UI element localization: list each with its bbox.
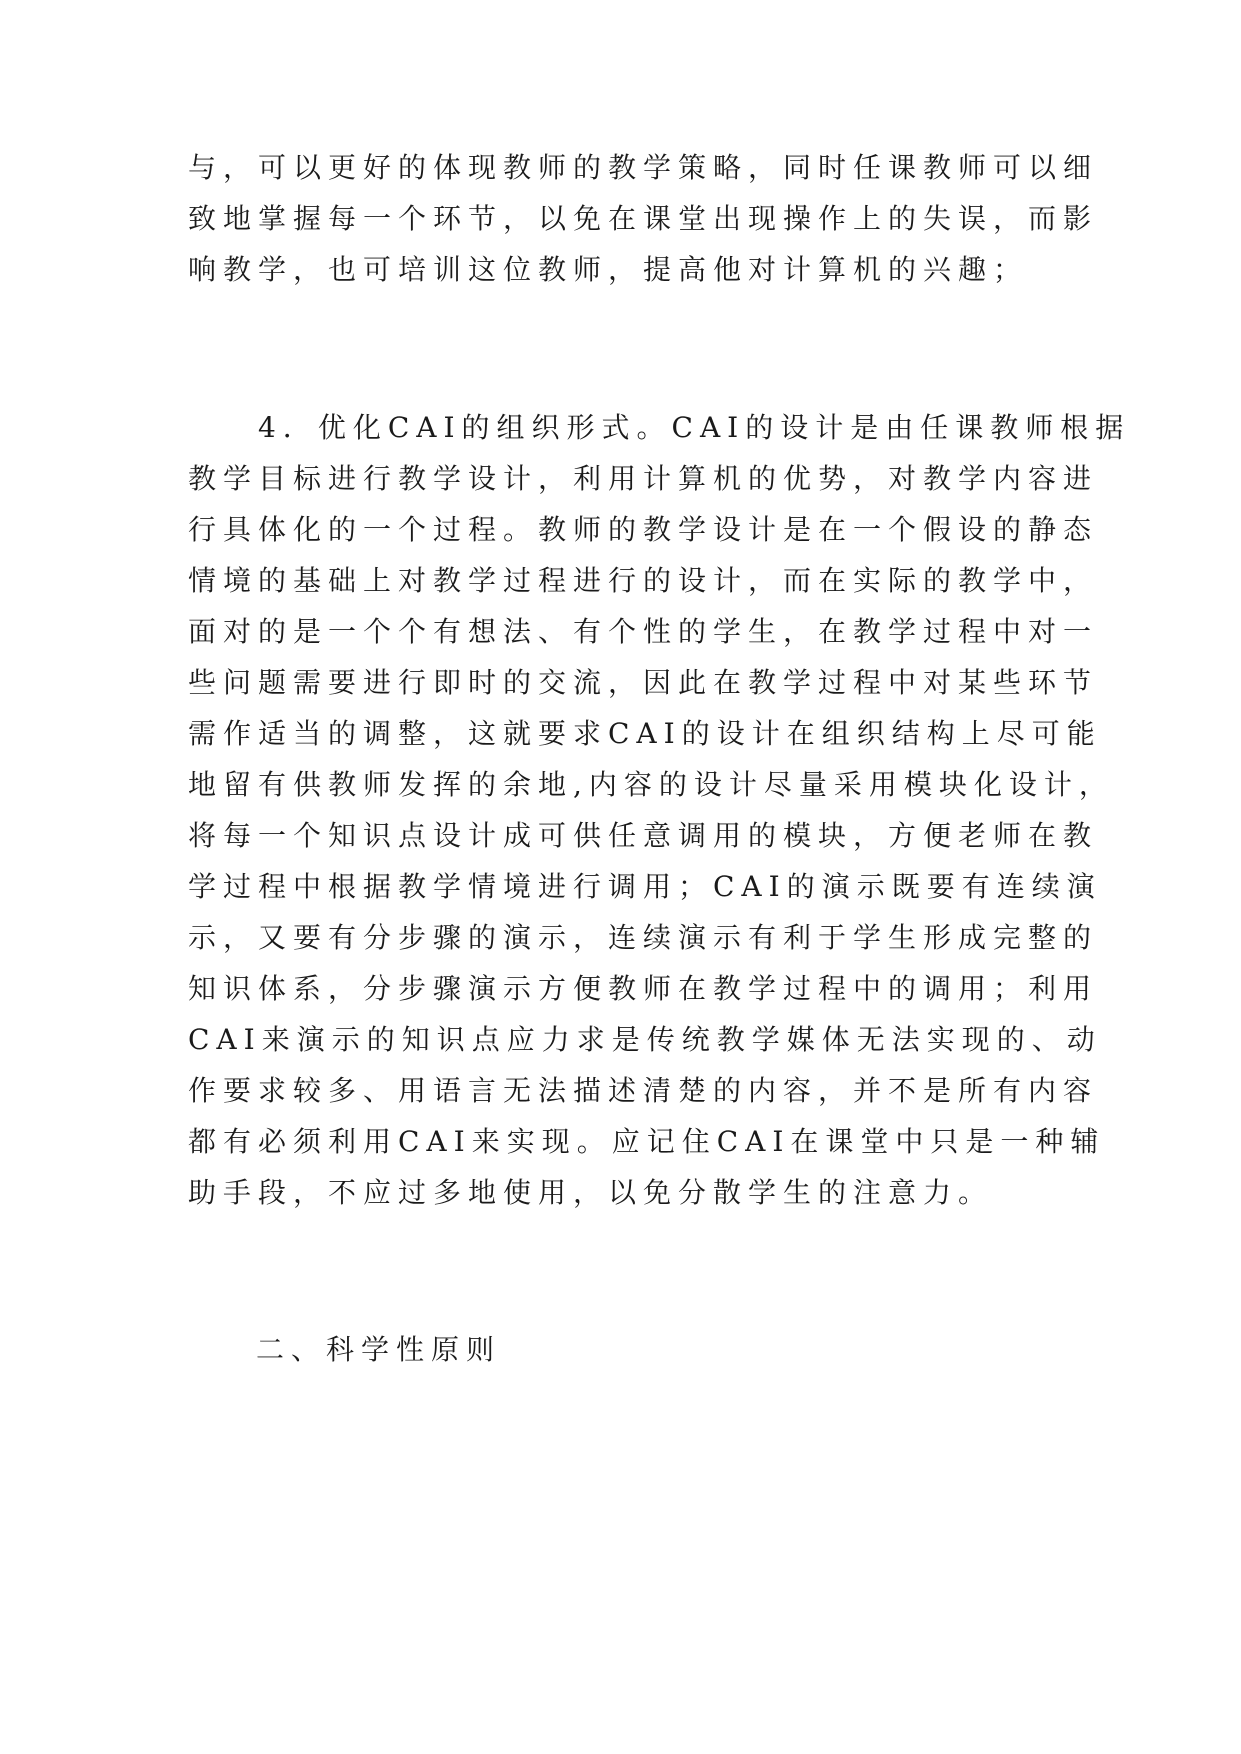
text-line: 示，又要有分步骤的演示，连续演示有利于学生形成完整的: [188, 921, 1099, 954]
text-line: 助手段，不应过多地使用，以免分散学生的注意力。: [188, 1176, 994, 1209]
text-line: 面对的是一个个有想法、有个性的学生，在教学过程中对一: [188, 615, 1099, 648]
text-line: 些问题需要进行即时的交流，因此在教学过程中对某些环节: [188, 666, 1099, 699]
text-line: 地留有供教师发挥的余地,内容的设计尽量采用模块化设计，: [188, 768, 1114, 801]
text-line: 行具体化的一个过程。教师的教学设计是在一个假设的静态: [188, 513, 1099, 546]
text-line: 需作适当的调整，这就要求CAI的设计在组织结构上尽可能: [188, 717, 1102, 750]
text-line: 与，可以更好的体现教师的教学策略，同时任课教师可以细: [188, 151, 1099, 184]
text-line: 作要求较多、用语言无法描述清楚的内容，并不是所有内容: [188, 1074, 1099, 1107]
text-line: 4．优化CAI的组织形式。CAI的设计是由任课教师根据: [188, 411, 1131, 444]
text-line: 致地掌握每一个环节，以免在课堂出现操作上的失误，而影: [188, 202, 1099, 235]
text-line: 响教学，也可培训这位教师，提高他对计算机的兴趣；: [188, 253, 1029, 286]
section-heading: 二、科学性原则: [256, 1333, 502, 1366]
text-line: 知识体系，分步骤演示方便教师在教学过程中的调用；利用: [188, 972, 1099, 1005]
text-line: 学过程中根据教学情境进行调用；CAI的演示既要有连续演: [188, 870, 1102, 903]
text-line: CAI来演示的知识点应力求是传统教学媒体无法实现的、动: [188, 1023, 1102, 1056]
text-line: 都有必须利用CAI来实现。应记住CAI在课堂中只是一种辅: [188, 1125, 1106, 1158]
text-line: 情境的基础上对教学过程进行的设计，而在实际的教学中，: [188, 564, 1099, 597]
text-line: 教学目标进行教学设计，利用计算机的优势，对教学内容进: [188, 462, 1099, 495]
text-line: 将每一个知识点设计成可供任意调用的模块，方便老师在教: [188, 819, 1099, 852]
